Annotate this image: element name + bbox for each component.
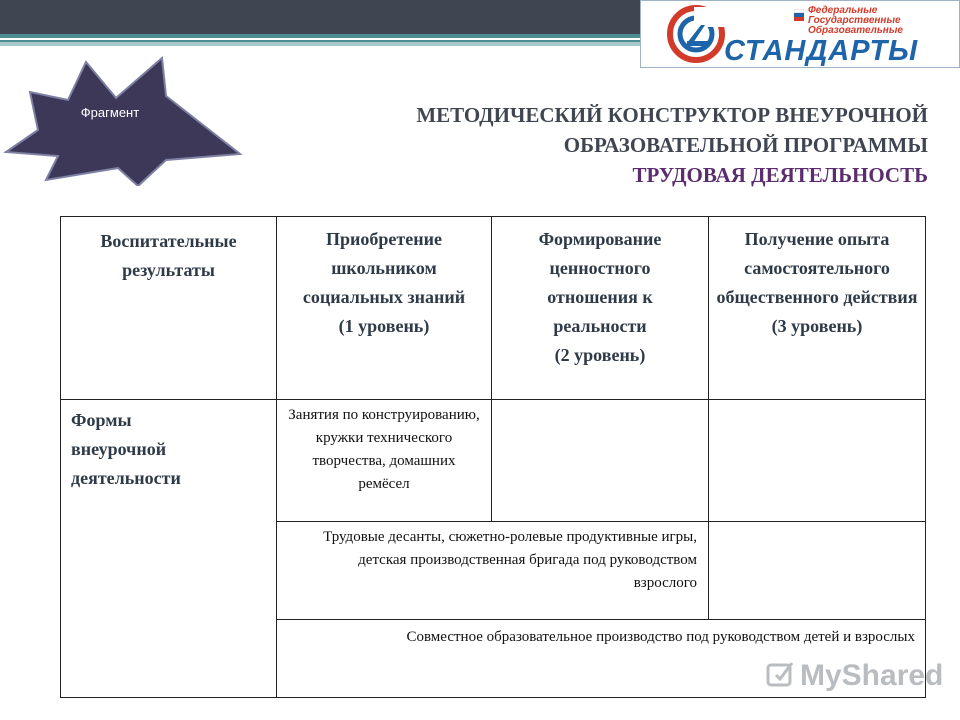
header-level-3 [708,216,926,400]
logo-caption-line: Образовательные [808,25,903,36]
header-level-3-tag: (3 уровень) [771,316,863,336]
header-level-2-text: Формирование ценностного отношения к реальности [538,229,662,336]
header-level-1 [276,216,492,400]
row-3-text: Совместное образовательное производство под руководством детей и взрослых [406,629,915,645]
header-level-1-tag: (1 уровень) [338,316,430,336]
forms-label-cell [60,399,277,698]
header-level-2 [491,216,709,400]
myshared-logo-icon [766,659,796,689]
row-2-text: Трудовые десанты, сюжетно-ролевые продуктивные игры, детская производственная бригада под руководством взрослого [323,529,697,591]
header-bar [0,0,640,34]
row-1-text: Занятия по конструированию, кружки технического творчества, домашних ремёсел [288,407,480,492]
title-line: МЕТОДИЧЕСКИЙ КОНСТРУКТОР ВНЕУРОЧНОЙ [416,103,928,127]
page-title [288,100,928,190]
logo-caption-line: Федеральные [808,5,878,16]
header-results [60,216,277,400]
header-level-2-tag: (2 уровень) [554,345,646,365]
row-2-level-3 [708,521,926,620]
title-subtitle: ТРУДОВАЯ ДЕЯТЕЛЬНОСТЬ [632,163,928,187]
logo-wordmark: СТАНДАРТЫ [724,35,919,67]
fgos-emblem-icon [667,5,725,63]
myshared-watermark [766,656,943,696]
row-1-level-3 [708,399,926,522]
header-results-text: Воспитательные результаты [100,231,237,280]
title-line: ОБРАЗОВАТЕЛЬНОЙ ПРОГРАММЫ [563,133,928,157]
watermark-text: MyShared [800,659,944,692]
row-1-level-2 [491,399,709,522]
row-1-level-1 [276,399,492,522]
russia-flag-icon [794,9,804,21]
constructor-table [60,216,926,698]
row-2-levels-1-2 [276,521,709,620]
header-stripe [0,34,640,46]
fragment-badge-label: Фрагмент [80,105,140,120]
header-level-1-text: Приобретение школьником социальных знаний [302,229,466,307]
forms-label: Формы внеурочной деятельности [71,410,181,488]
logo-caption [808,6,903,36]
logo-caption-line: Государственные [808,15,901,26]
header-level-3-text: Получение опыта самостоятельного общественного действия [716,229,918,307]
